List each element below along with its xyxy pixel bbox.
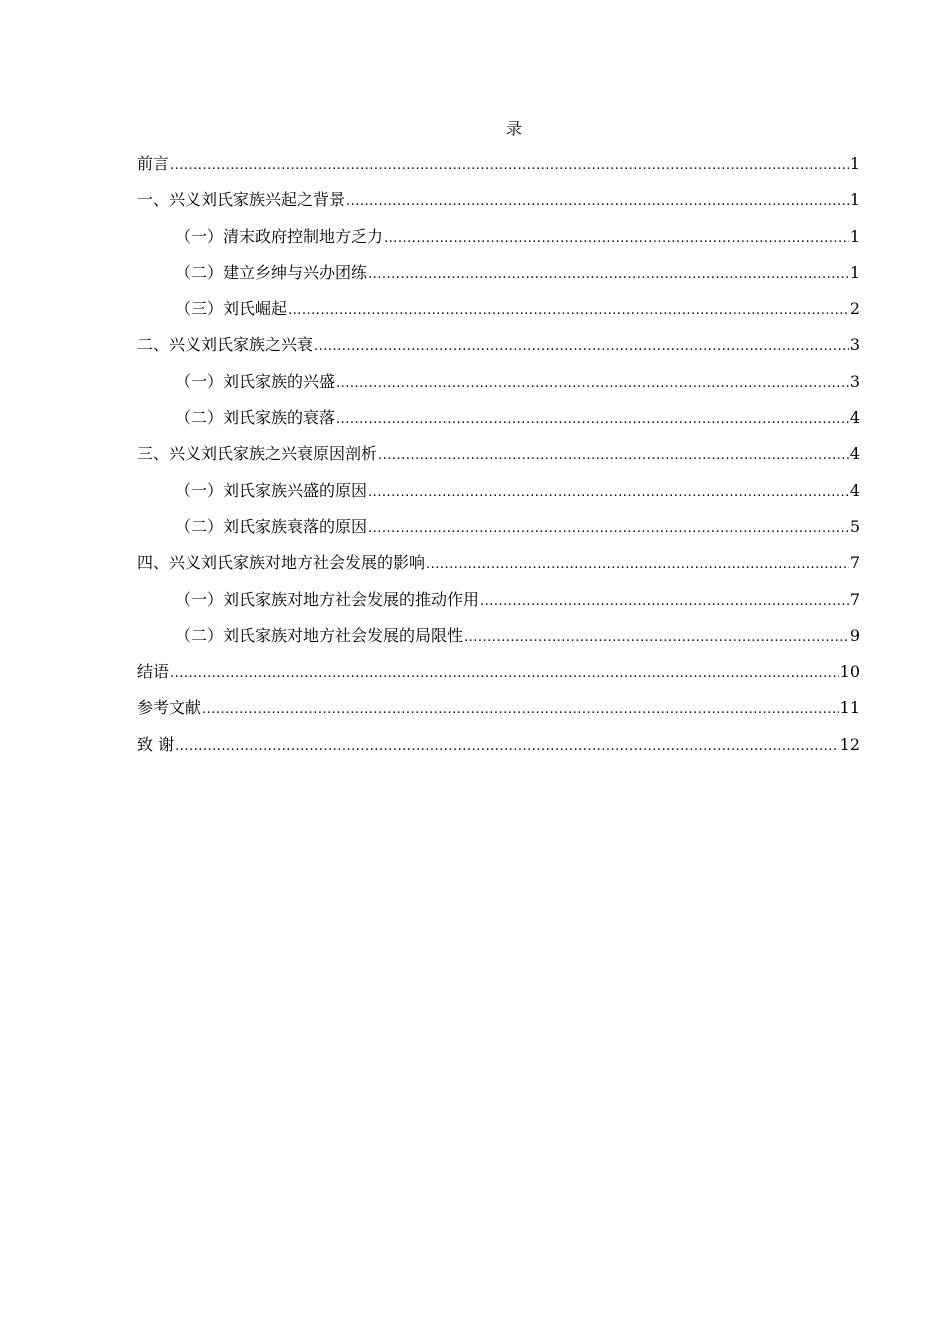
toc-entry-label: 二、兴义刘氏家族之兴衰 bbox=[137, 335, 314, 355]
toc-entry[interactable] bbox=[137, 586, 860, 622]
toc-entry[interactable] bbox=[137, 513, 860, 549]
toc-entry[interactable] bbox=[137, 150, 860, 186]
toc-dot-leader bbox=[378, 442, 849, 470]
toc-dot-leader bbox=[288, 297, 849, 325]
toc-title: 录 bbox=[505, 119, 522, 138]
toc-dot-leader bbox=[314, 333, 849, 361]
toc-dot-leader bbox=[426, 551, 849, 579]
toc-entry-label: 结语 bbox=[137, 662, 170, 682]
toc-entry-label: （二）刘氏家族的衰落 bbox=[175, 408, 336, 428]
toc-entry-page-number: 4 bbox=[849, 444, 860, 464]
toc-entry-page-number: 1 bbox=[849, 262, 860, 282]
toc-entry[interactable] bbox=[137, 477, 860, 513]
toc-entry[interactable] bbox=[137, 223, 860, 259]
toc-entry[interactable] bbox=[137, 694, 860, 730]
toc-entry-page-number: 7 bbox=[849, 553, 860, 573]
toc-entry-page-number: 4 bbox=[849, 408, 860, 428]
toc-dot-leader bbox=[336, 370, 849, 398]
toc-entry-label: （一）清末政府控制地方乏力 bbox=[175, 226, 384, 246]
toc-entry[interactable] bbox=[137, 331, 860, 367]
toc-dot-leader bbox=[480, 588, 849, 616]
toc-entry-label: （二）刘氏家族衰落的原因 bbox=[175, 516, 368, 536]
toc-dot-leader bbox=[170, 152, 849, 180]
toc-entry-page-number: 5 bbox=[849, 516, 860, 536]
toc-entry-page-number: 3 bbox=[849, 371, 860, 391]
toc-entry-page-number: 1 bbox=[849, 226, 860, 246]
toc-dot-leader bbox=[346, 188, 849, 216]
toc-entry-label: （一）刘氏家族兴盛的原因 bbox=[175, 480, 368, 500]
toc-dot-leader bbox=[368, 261, 849, 289]
toc-entry[interactable] bbox=[137, 658, 860, 694]
toc-dot-leader bbox=[336, 406, 849, 434]
toc-entry[interactable] bbox=[137, 622, 860, 658]
toc-entry[interactable] bbox=[137, 295, 860, 331]
toc-entry[interactable] bbox=[137, 404, 860, 440]
toc-dot-leader bbox=[368, 515, 849, 543]
toc-entry-label: （二）刘氏家族对地方社会发展的局限性 bbox=[175, 625, 464, 645]
toc-dot-leader bbox=[170, 660, 839, 688]
toc-entry-page-number: 2 bbox=[849, 299, 860, 319]
toc-entry[interactable] bbox=[137, 731, 860, 767]
toc-entry-page-number: 7 bbox=[849, 589, 860, 609]
toc-entry-page-number: 1 bbox=[849, 190, 860, 210]
toc-dot-leader bbox=[464, 624, 849, 652]
toc-entry-page-number: 4 bbox=[849, 480, 860, 500]
toc-entry-page-number: 1 bbox=[849, 154, 860, 173]
toc-dot-leader bbox=[175, 733, 839, 761]
toc-entry-label: （一）刘氏家族的兴盛 bbox=[175, 371, 336, 391]
toc-entry-label: 一、兴义刘氏家族兴起之背景 bbox=[137, 190, 346, 210]
toc-entry[interactable] bbox=[137, 440, 860, 476]
toc-dot-leader bbox=[368, 479, 849, 507]
toc-entry-page-number: 3 bbox=[849, 335, 860, 355]
toc-entry-label: 参考文献 bbox=[137, 698, 202, 718]
toc-dot-leader bbox=[202, 696, 839, 724]
toc-entry[interactable] bbox=[137, 186, 860, 222]
toc-entry-page-number: 9 bbox=[849, 625, 860, 645]
toc-entry-page-number: 12 bbox=[839, 734, 860, 754]
toc-entry-label: 四、兴义刘氏家族对地方社会发展的影响 bbox=[137, 553, 426, 573]
toc-entry-label: 前言 bbox=[137, 154, 170, 173]
toc-entry-label: （二）建立乡绅与兴办团练 bbox=[175, 262, 368, 282]
toc-entry[interactable] bbox=[137, 549, 860, 585]
toc-entry[interactable] bbox=[137, 259, 860, 295]
toc-entry-page-number: 10 bbox=[839, 662, 860, 682]
toc-entry-label: （三）刘氏崛起 bbox=[175, 299, 288, 319]
toc-entry[interactable] bbox=[137, 368, 860, 404]
toc-entry-label: （一）刘氏家族对地方社会发展的推动作用 bbox=[175, 589, 480, 609]
toc-entry-label: 致 谢 bbox=[137, 734, 175, 754]
toc-entry-label: 三、兴义刘氏家族之兴衰原因剖析 bbox=[137, 444, 378, 464]
toc-entry-page-number: 11 bbox=[839, 698, 860, 718]
toc-dot-leader bbox=[384, 225, 849, 253]
toc-list bbox=[137, 150, 860, 767]
